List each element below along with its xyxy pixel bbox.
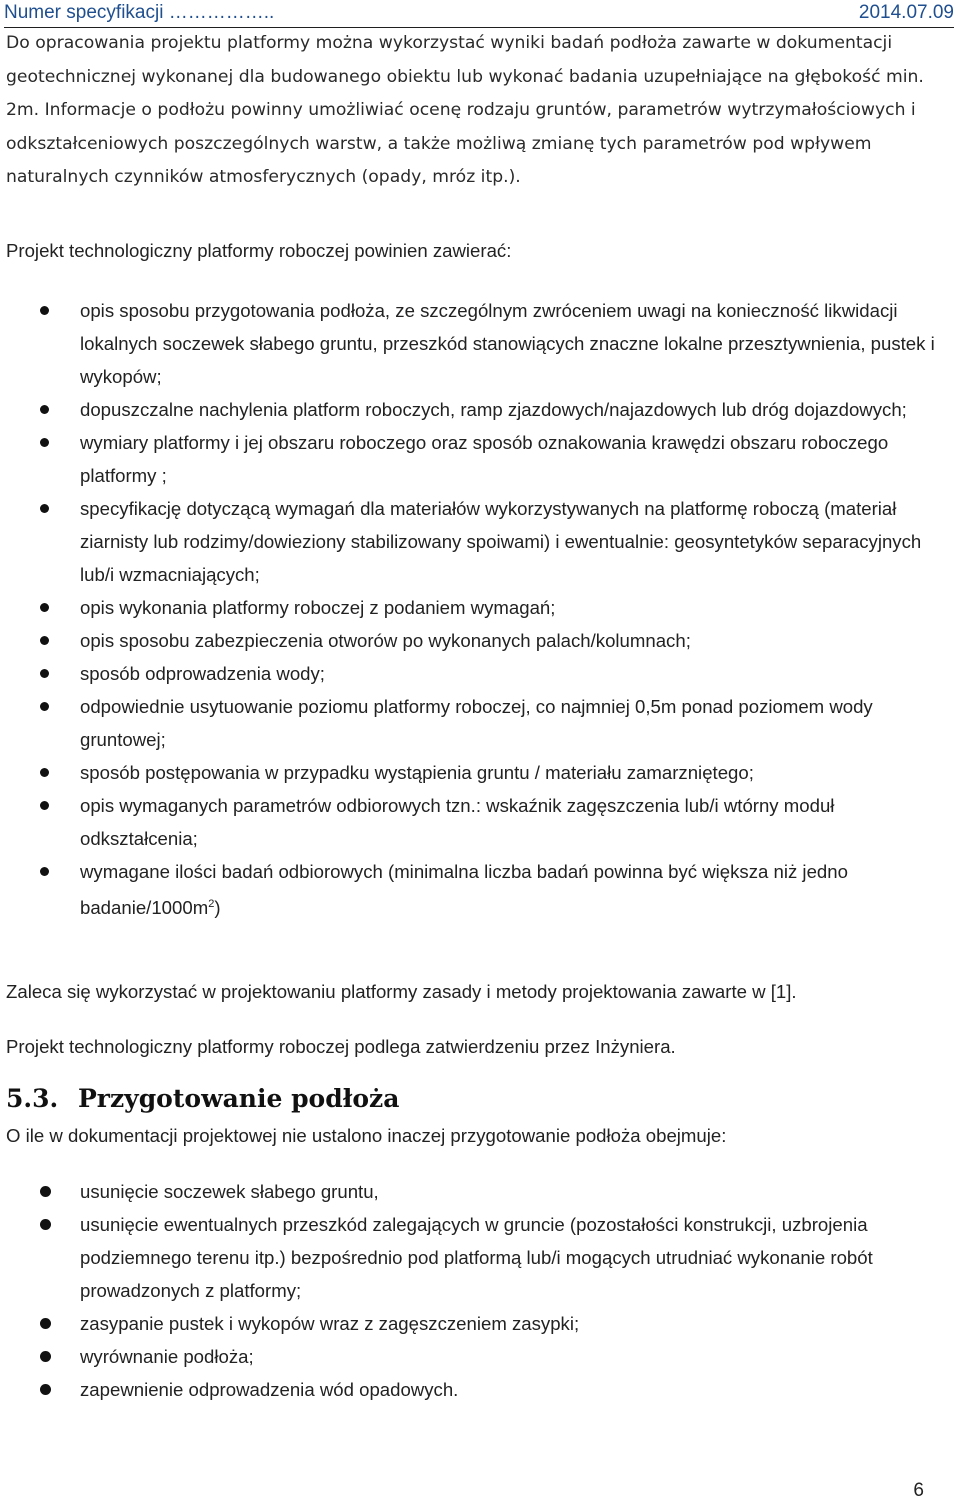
page-number: 6 [913,1480,924,1501]
bullet-icon [40,801,49,810]
list-item: opis sposobu zabezpieczenia otworów po wykonanych palach/kolumnach; [0,624,955,657]
bullet-icon [40,669,49,678]
section-title: Przygotowanie podłoża [78,1084,400,1113]
section-number: 5.3. [6,1084,59,1113]
requirements-list [0,294,955,924]
project-lead-paragraph: Projekt technologiczny platformy roboczej powinien zawierać: [6,240,512,261]
list-item: opis wymaganych parametrów odbiorowych tzn.: wskaźnik zagęszczenia lub/i wtórny moduł odkształcenia; [0,789,955,855]
list-item: specyfikację dotyczącą wymagań dla materiałów wykorzystywanych na platformę roboczą (materiał ziarnisty lub rodzimy/dowieziony stabilizowany spoiwami) i ewentualnie: geosyntetyków separacyjnych lub/i wzmacniających; [0,492,955,591]
intro-paragraph: Do opracowania projektu platformy można wykorzystać wyniki badań podłoża zawarte w dokumentacji geotechnicznej wykonanej dla budowanego obiektu lub wykonać badania uzupełniające na głębokość min. 2m. Informacje o podłożu powinny umożliwiać ocenę rodzaju gruntów, parametrów wytrzymałościowych i odkształceniowych poszczególnych warstw, a także możliwą zmianę tych parametrów pod wpływem naturalnych czynników atmosferycznych (opady, mróz itp.). [6,33,924,187]
list-item: opis sposobu przygotowania podłoża, ze szczególnym zwróceniem uwagi na konieczność likwidacji lokalnych soczewek słabego gruntu, przeszkód stanowiących znaczne lokalne przesztywnienia, pustek i wykopów; [0,294,955,393]
bullet-icon [40,1384,51,1395]
bullet-icon [40,768,49,777]
recommendation-paragraph: Zaleca się wykorzystać w projektowaniu platformy zasady i metody projektowania zawarte w [1]. [6,981,797,1002]
spec-number: Numer specyfikacji …………….. [4,2,275,23]
list-item: sposób odprowadzenia wody; [0,657,955,690]
bullet-icon [40,1186,51,1197]
bullet-icon [40,867,49,876]
approval-paragraph: Projekt technologiczny platformy roboczej podlega zatwierdzeniu przez Inżyniera. [6,1036,676,1057]
bullet-icon [40,405,49,414]
section-lead-paragraph: O ile w dokumentacji projektowej nie ustalono inaczej przygotowanie podłoża obejmuje: [6,1125,727,1146]
bullet-icon [40,1219,51,1230]
list-item: zapewnienie odprowadzenia wód opadowych. [0,1373,955,1406]
section-heading [6,1084,399,1113]
bullet-icon [40,306,49,315]
header-date: 2014.07.09 [858,2,954,23]
preparation-list [0,1175,955,1406]
bullet-icon [40,603,49,612]
list-item: sposób postępowania w przypadku wystąpienia gruntu / materiału zamarzniętego; [0,756,955,789]
list-item: dopuszczalne nachylenia platform roboczych, ramp zjazdowych/najazdowych lub dróg dojazdowych; [0,393,955,426]
list-item: usunięcie ewentualnych przeszkód zalegających w gruncie (pozostałości konstrukcji, uzbrojenia podziemnego terenu itp.) bezpośrednio pod platformą lub/i mogących utrudniać wykonanie robót prowadzonych z platformy; [0,1208,955,1307]
page-header [4,0,954,28]
list-item: wyrównanie podłoża; [0,1340,955,1373]
bullet-icon [40,636,49,645]
list-item: usunięcie soczewek słabego gruntu, [0,1175,955,1208]
bullet-icon [40,702,49,711]
bullet-icon [40,1351,51,1362]
list-item: opis wykonania platformy roboczej z podaniem wymagań; [0,591,955,624]
list-item: odpowiednie usytuowanie poziomu platformy roboczej, co najmniej 0,5m ponad poziomem wody gruntowej; [0,690,955,756]
list-item: wymagane ilości badań odbiorowych (minimalna liczba badań powinna być większa niż jedno badanie/$1000m^2$) [0,855,955,924]
bullet-icon [40,438,49,447]
list-item: wymiary platformy i jej obszaru roboczego oraz sposób oznakowania krawędzi obszaru roboczego platformy ; [0,426,955,492]
list-item: zasypanie pustek i wykopów wraz z zagęszczeniem zasypki; [0,1307,955,1340]
bullet-icon [40,504,49,513]
bullet-icon [40,1318,51,1329]
